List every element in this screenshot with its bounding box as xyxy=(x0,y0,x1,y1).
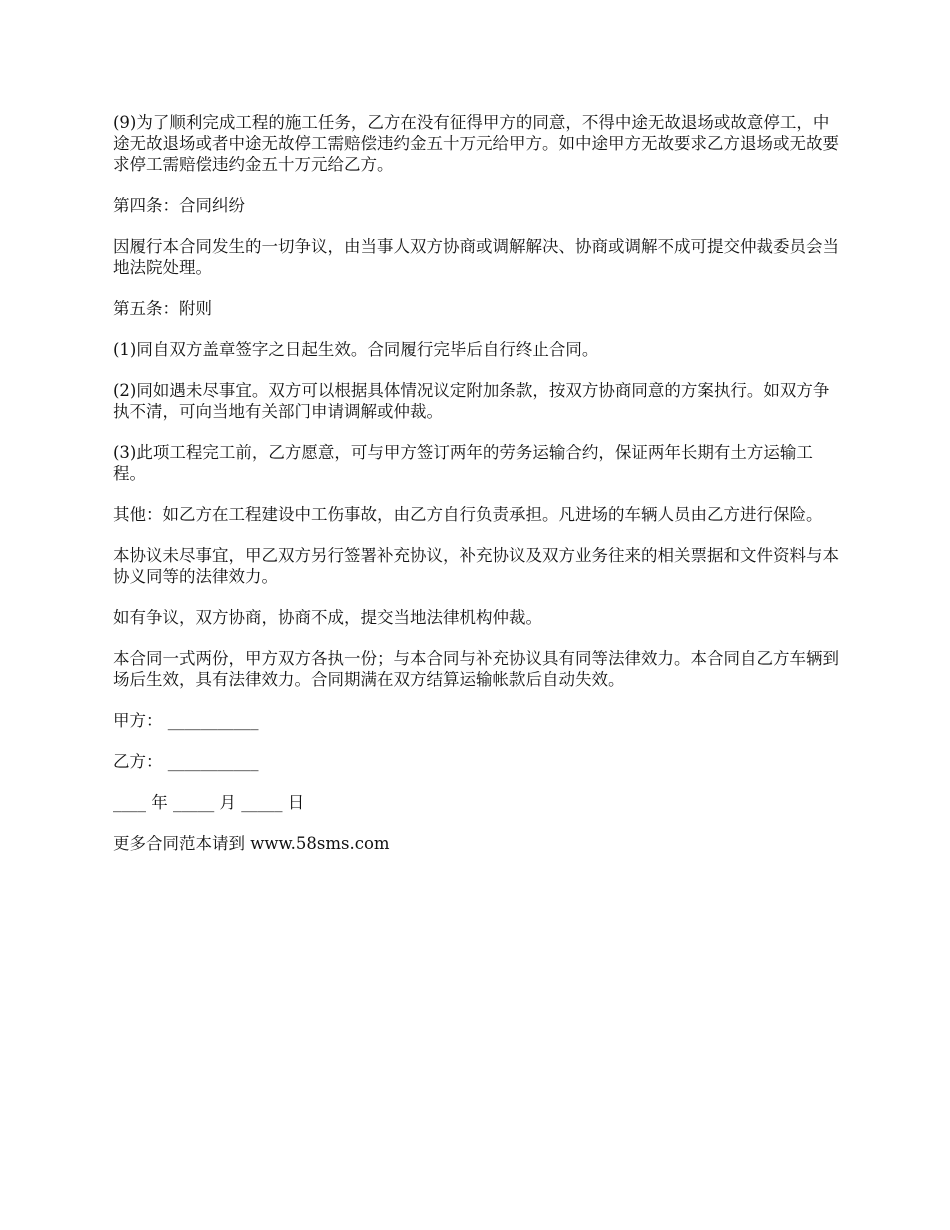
arbitration-paragraph: 如有争议，双方协商，协商不成，提交当地法律机构仲裁。 xyxy=(113,608,542,627)
annex-item-3: (3)此项工程完工前，乙方愿意，可与甲方签订两年的劳务运输合约，保证两年长期有土方运输工程。 xyxy=(113,443,813,483)
supplementary-paragraph: 本协议未尽事宜，甲乙双方另行签署补充协议，补充协议及双方业务往来的相关票据和文件资料与本协义同等的法律效力。 xyxy=(113,546,839,586)
date-line: ____ 年 _____ 月 _____ 日 xyxy=(113,793,305,812)
footer-note: 更多合同范本请到 www.58sms.com xyxy=(113,834,390,853)
article-4-heading: 第四条：合同纠纷 xyxy=(113,196,245,215)
annex-item-1: (1)同自双方盖章签字之日起生效。合同履行完毕后自行终止合同。 xyxy=(113,340,599,359)
clause-9-paragraph: (9)为了顺利完成工程的施工任务，乙方在没有征得甲方的同意，不得中途无故退场或故意停工，中途无故退场或者中途无故停工需赔偿违约金五十万元给甲方。如中途甲方无故要求乙方退场或无故要求停工需赔偿违约金五十万元给乙方。 xyxy=(113,113,839,174)
party-b-signature: 乙方： ___________ xyxy=(113,752,259,771)
article-5-heading: 第五条：附则 xyxy=(113,299,212,318)
annex-item-2: (2)同如遇未尽事宜。双方可以根据具体情况议定附加条款，按双方协商同意的方案执行。如双方争执不清，可向当地有关部门申请调解或仲裁。 xyxy=(113,381,830,421)
copies-paragraph: 本合同一式两份，甲方双方各执一份；与本合同与补充协议具有同等法律效力。本合同自乙方车辆到场后生效，具有法律效力。合同期满在双方结算运输帐款后自动失效。 xyxy=(113,649,839,689)
document-page xyxy=(113,112,843,874)
dispute-paragraph: 因履行本合同发生的一切争议，由当事人双方协商或调解解决、协商或调解不成可提交仲裁委员会当地法院处理。 xyxy=(113,237,839,277)
party-a-signature: 甲方： ___________ xyxy=(113,711,259,730)
other-paragraph: 其他：如乙方在工程建设中工伤事故，由乙方自行负责承担。凡进场的车辆人员由乙方进行保险。 xyxy=(113,505,823,524)
